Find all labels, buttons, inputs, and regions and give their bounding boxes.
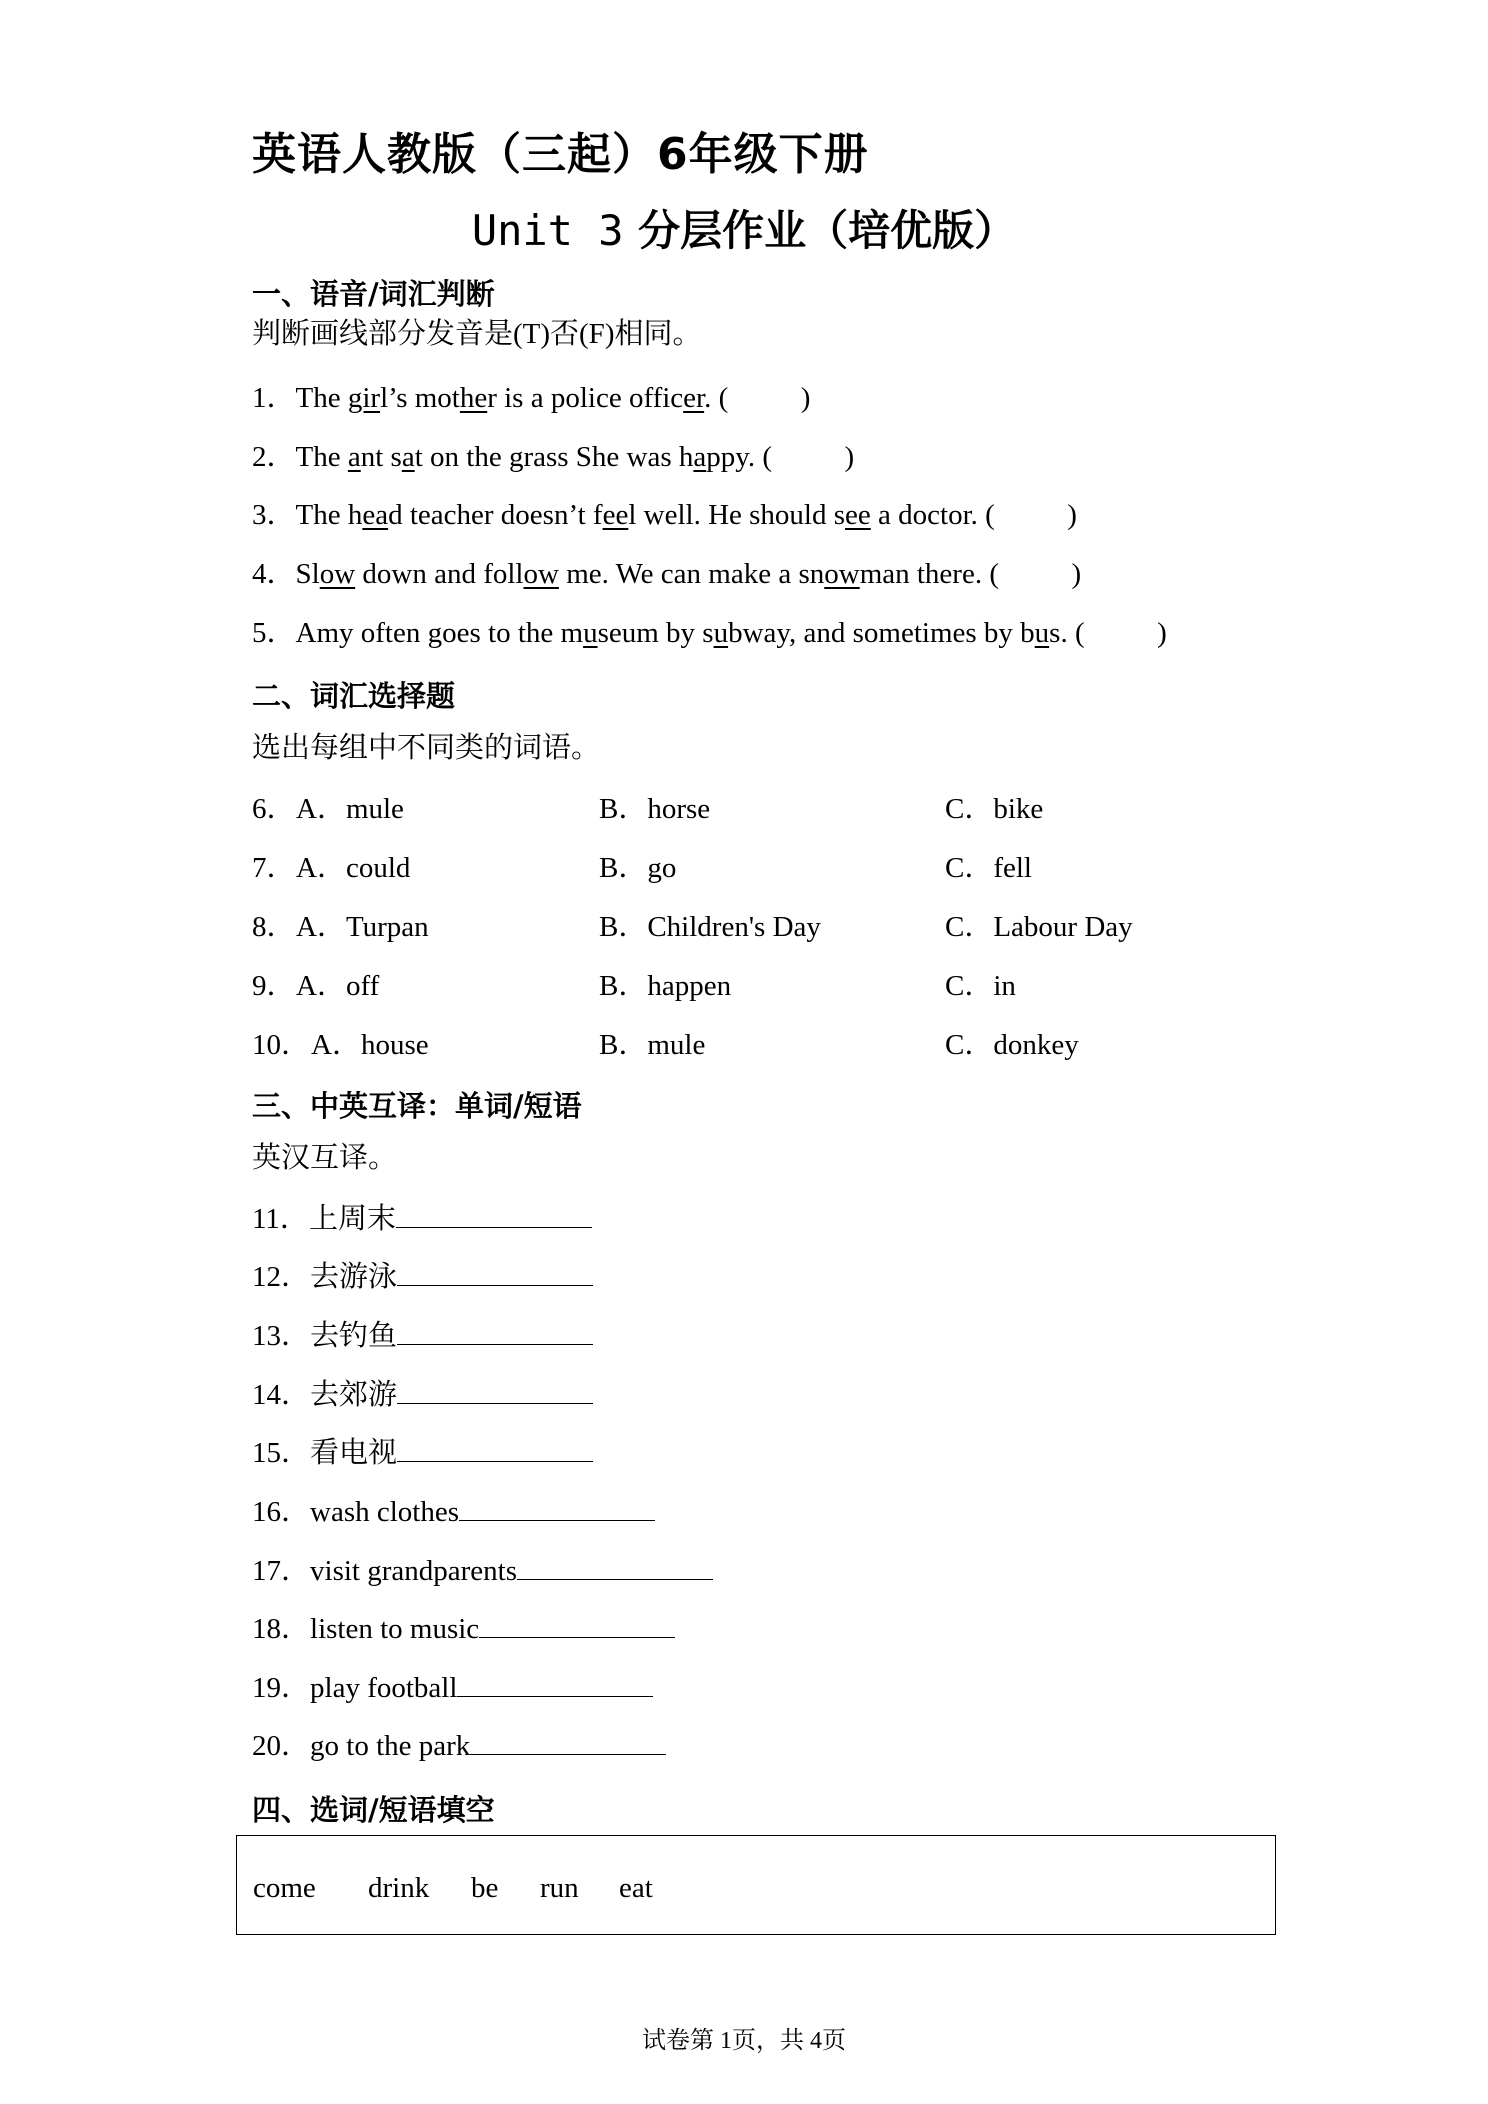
answer-blank[interactable] [479,1611,675,1638]
question-6-number: 6． [252,793,296,825]
prompt-text: 去钓鱼 [310,1320,398,1352]
text-segment: l’s mot [380,382,460,414]
option-b[interactable]: B．go [599,852,677,884]
question-number: 16． [252,1496,311,1528]
text-segment: The [295,441,348,473]
underlined-segment: ow [824,558,860,590]
answer-blank[interactable] [470,1728,666,1755]
text-segment: seum by s [597,617,714,649]
question-10-number: 10． [252,1029,311,1061]
prompt-text: play football [310,1672,458,1704]
option-b[interactable]: B．mule [599,1029,706,1061]
translation-item [252,1553,713,1589]
question-number: 3． [252,499,296,531]
prompt-text: go to the park [310,1730,471,1762]
question-4 [252,556,1081,592]
word-bank-item: come [253,1872,316,1904]
underlined-segment: gir [347,382,381,414]
question-number: 13． [252,1320,311,1352]
option-b[interactable]: B．Children's Day [599,911,821,943]
option-a[interactable]: A．mule [296,793,404,825]
answer-blank[interactable] [459,1494,655,1521]
question-number: 4． [252,558,296,590]
translation-item [252,1670,653,1706]
section1-instruction: 判断画线部分发音是(T)否(F)相同。 [252,318,702,350]
word-bank-item: eat [619,1872,653,1904]
answer-blank[interactable] [397,1377,593,1404]
translation-item [252,1611,675,1647]
question-number: 2． [252,441,296,473]
answer-bracket[interactable]: s. ( ) [1049,617,1167,649]
section3-heading: 三、中英互译：单词/短语 [252,1089,582,1123]
question-number: 11． [252,1203,309,1235]
document-subtitle [0,198,1488,258]
text-segment: The h [295,499,363,531]
text-segment: The [295,382,348,414]
underlined-segment: a [347,441,361,473]
answer-blank[interactable] [397,1318,593,1345]
translation-item [252,1728,666,1764]
question-number: 15． [252,1437,311,1469]
text-segment: down and foll [355,558,524,590]
question-number: 1． [252,382,296,414]
answer-blank[interactable] [517,1553,713,1580]
translation-item [252,1377,593,1413]
option-c[interactable]: C．fell [945,852,1032,884]
option-c[interactable]: C．Labour Day [945,911,1133,943]
option-b[interactable]: B．happen [599,970,732,1002]
prompt-text: 看电视 [310,1437,398,1469]
document-title: 英语人教版（三起）6年级下册 [252,129,869,180]
question-number: 19． [252,1672,311,1704]
text-segment: bway, and sometimes by b [728,617,1035,649]
underlined-segment: a [401,441,415,473]
answer-blank[interactable] [457,1670,653,1697]
underlined-segment: a [693,441,707,473]
answer-bracket[interactable]: man there. ( ) [859,558,1082,590]
question-5 [252,615,1167,651]
text-segment: t on the grass She was h [414,441,694,473]
question-number: 14． [252,1379,311,1411]
answer-bracket[interactable]: a doctor. ( ) [870,499,1077,531]
underlined-segment: ow [319,558,356,590]
question-3 [252,497,1077,533]
question-8-number: 8． [252,911,296,943]
question-number: 20． [252,1730,311,1762]
prompt-text: 去郊游 [310,1379,398,1411]
text-segment: Sl [295,558,320,590]
option-a[interactable]: A．could [296,852,411,884]
underlined-segment: ee [845,499,871,531]
option-c[interactable]: C．bike [945,793,1044,825]
section2-instruction: 选出每组中不同类的词语。 [252,732,601,764]
answer-blank[interactable] [396,1201,592,1228]
text-segment: Amy often goes to the m [295,617,584,649]
question-7-number: 7． [252,852,296,884]
underlined-segment: u [583,617,598,649]
prompt-text: 去游泳 [310,1261,398,1293]
word-bank-item: be [471,1872,499,1904]
text-segment: l well. He should s [628,499,846,531]
question-number: 5． [252,617,296,649]
question-9-number: 9． [252,970,296,1002]
underlined-segment: ow [523,558,559,590]
option-b[interactable]: B．horse [599,793,711,825]
prompt-text: visit grandparents [310,1555,517,1587]
text-segment: me. We can make a sn [558,558,825,590]
text-segment: nt s [360,441,402,473]
question-number: 12． [252,1261,311,1293]
answer-blank[interactable] [397,1259,593,1286]
question-2 [252,439,854,475]
translation-item [252,1435,593,1471]
underlined-segment: er [683,382,705,414]
prompt-text: 上周末 [308,1203,396,1235]
word-bank-item: drink [368,1872,430,1904]
option-c[interactable]: C．in [945,970,1016,1002]
prompt-text: listen to music [310,1613,480,1645]
answer-blank[interactable] [397,1435,593,1462]
underlined-segment: ee [602,499,629,531]
question-number: 17． [252,1555,311,1587]
text-segment: r is a police offic [487,382,684,414]
underlined-segment: u [713,617,729,649]
underlined-segment: he [459,382,488,414]
underlined-segment: u [1034,617,1050,649]
word-bank-box [236,1835,1276,1935]
translation-item [252,1259,593,1295]
answer-bracket[interactable]: ppy. ( ) [706,441,855,473]
question-number: 18． [252,1613,311,1645]
unit-code: Unit 3 [471,206,624,255]
answer-bracket[interactable]: . ( ) [704,382,811,414]
section1-heading: 一、语音/词汇判断 [252,277,495,311]
option-a[interactable]: A．Turpan [296,911,429,943]
subtitle-rest: 分层作业（培优版） [623,206,1017,255]
prompt-text: wash clothes [310,1496,460,1528]
question-1 [252,380,810,416]
translation-item [252,1494,655,1530]
text-segment: d teacher doesn’t f [388,499,603,531]
underlined-segment: ea [362,499,389,531]
word-bank-item: run [540,1872,579,1904]
translation-item [252,1201,592,1237]
page-footer: 试卷第 1页，共 4页 [642,2028,846,2054]
option-c[interactable]: C．donkey [945,1029,1079,1061]
translation-item [252,1318,593,1354]
section3-instruction: 英汉互译。 [252,1142,398,1174]
option-a[interactable]: A．house [311,1029,429,1061]
section2-heading: 二、词汇选择题 [252,679,456,713]
section4-heading: 四、选词/短语填空 [252,1793,495,1827]
option-a[interactable]: A．off [296,970,380,1002]
